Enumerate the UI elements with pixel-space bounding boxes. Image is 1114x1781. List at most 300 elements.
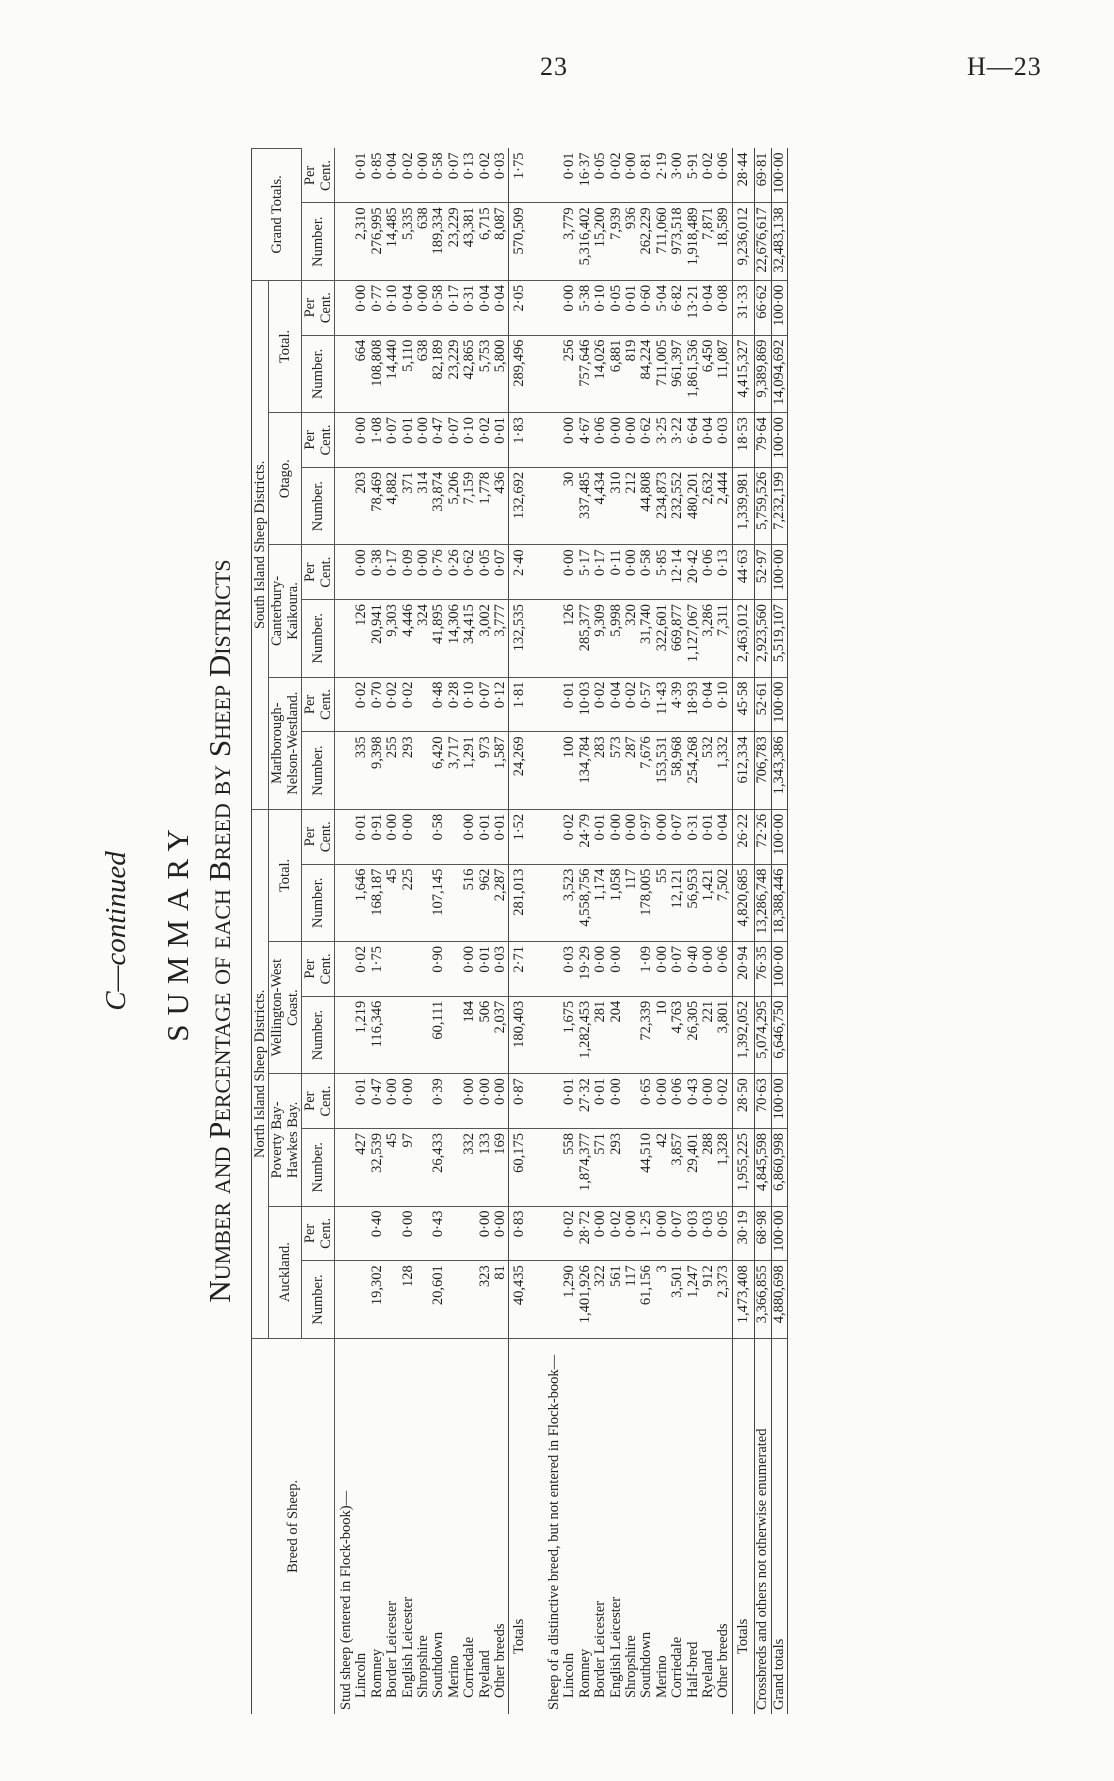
percent-column-header: Per Cent. bbox=[302, 149, 335, 203]
percent-cell: 26·22 bbox=[732, 809, 754, 864]
number-cell: 221 bbox=[701, 996, 716, 1073]
percent-cell: 0·07 bbox=[385, 413, 400, 468]
percent-cell bbox=[531, 280, 543, 335]
number-cell bbox=[401, 996, 416, 1073]
percent-cell: 0·85 bbox=[368, 152, 385, 180]
number-cell: 45 bbox=[385, 864, 400, 941]
number-cell bbox=[335, 600, 355, 677]
number-cell: 506 bbox=[478, 996, 493, 1073]
number-cell: 45 bbox=[385, 1129, 400, 1206]
percent-cell bbox=[624, 942, 639, 997]
percent-cell bbox=[354, 1206, 369, 1261]
percent-cell bbox=[335, 413, 355, 468]
number-cell: 2,310 bbox=[354, 203, 369, 280]
percent-cell: 0·06 bbox=[670, 1074, 685, 1129]
number-cell: 81 bbox=[493, 1261, 509, 1338]
number-cell: 1,058 bbox=[609, 864, 624, 941]
percent-column-header: Per Cent. bbox=[302, 809, 335, 864]
number-cell: 3,523 bbox=[562, 864, 577, 941]
number-cell: 7,232,199 bbox=[771, 467, 787, 544]
number-cell: 4,845,598 bbox=[755, 1129, 771, 1206]
number-cell: 573 bbox=[609, 732, 624, 809]
percent-cell: 0·00 bbox=[655, 1074, 670, 1129]
percent-cell: 0·01 bbox=[354, 1074, 369, 1129]
percent-cell: 0·04 bbox=[478, 280, 493, 335]
number-cell: 2,923,560 bbox=[755, 600, 771, 677]
percent-cell: 0·39 bbox=[431, 1074, 446, 1129]
number-cell: 711,005 bbox=[655, 335, 670, 412]
number-cell: 1,328 bbox=[716, 1129, 732, 1206]
percent-cell: 0·60 bbox=[639, 280, 654, 335]
number-cell bbox=[543, 335, 562, 412]
percent-cell: 2·71 bbox=[509, 942, 531, 997]
percent-cell: 0·00 bbox=[401, 1074, 416, 1129]
breed-row bbox=[416, 149, 431, 1715]
number-cell bbox=[385, 996, 400, 1073]
percent-cell: 0·03 bbox=[562, 942, 577, 997]
number-cell: 116,346 bbox=[370, 996, 385, 1073]
percent-cell: 0·00 bbox=[354, 280, 369, 335]
south-island-header: South Island Sheep Districts. bbox=[252, 280, 269, 809]
number-cell: 13,286,748 bbox=[755, 864, 771, 941]
row-label: Stud sheep (entered in Flock-book)— bbox=[335, 1338, 355, 1714]
percent-cell: 0·04 bbox=[701, 413, 716, 468]
number-cell bbox=[543, 996, 562, 1073]
percent-cell: 0·00 bbox=[701, 1074, 716, 1129]
number-cell: 561 bbox=[609, 1261, 624, 1338]
number-cell: 335 bbox=[354, 732, 369, 809]
number-cell: 31,740 bbox=[639, 600, 654, 677]
row-label: Half-bred bbox=[686, 1338, 701, 1714]
breed-row bbox=[385, 149, 400, 1715]
breed-header: Breed of Sheep. bbox=[252, 1338, 335, 1714]
percent-cell bbox=[543, 1206, 562, 1261]
percent-cell: 0·58 bbox=[431, 280, 446, 335]
percent-cell: 0·10 bbox=[462, 413, 477, 468]
number-cell: 23,229 bbox=[447, 203, 462, 280]
number-cell: 819 bbox=[624, 335, 639, 412]
number-cell: 29,401 bbox=[686, 1129, 701, 1206]
number-cell: 320 bbox=[624, 600, 639, 677]
breed-row bbox=[370, 149, 385, 1715]
table-subtitle bbox=[202, 81, 238, 1781]
percent-cell: 0·43 bbox=[686, 1074, 701, 1129]
percent-cell bbox=[531, 809, 543, 864]
breed-row bbox=[716, 149, 732, 1715]
percent-cell: 0·00 bbox=[655, 809, 670, 864]
number-cell: 9,303 bbox=[385, 600, 400, 677]
percent-cell: 0·04 bbox=[493, 280, 509, 335]
rotated-table-page bbox=[0, 81, 1114, 1781]
row-label: Southdown bbox=[639, 1338, 654, 1714]
percent-cell: 76·35 bbox=[755, 942, 771, 997]
percent-cell: 0·00 bbox=[624, 545, 639, 600]
percent-cell bbox=[462, 1206, 477, 1261]
percent-cell: 45·58 bbox=[732, 677, 754, 732]
number-cell: 638 bbox=[416, 203, 431, 280]
percent-cell: 0·04 bbox=[716, 809, 732, 864]
percent-cell: 0·03 bbox=[492, 152, 509, 180]
number-cell: 255 bbox=[385, 732, 400, 809]
number-cell bbox=[543, 1261, 562, 1338]
percent-cell: 0·10 bbox=[385, 280, 400, 335]
number-cell: 9,389,869 bbox=[755, 335, 771, 412]
breed-row bbox=[462, 149, 477, 1715]
percent-column-header: Per Cent. bbox=[302, 677, 335, 732]
percent-cell: 0·05 bbox=[609, 280, 624, 335]
number-cell: 30 bbox=[562, 467, 577, 544]
number-cell bbox=[531, 1261, 543, 1338]
percent-cell: 0·07 bbox=[447, 413, 462, 468]
percent-cell: 0·83 bbox=[509, 1206, 531, 1261]
percent-cell: 18·93 bbox=[686, 677, 701, 732]
percent-cell: 0·01 bbox=[354, 809, 369, 864]
percent-cell bbox=[531, 149, 543, 203]
percent-cell: 100·00 bbox=[771, 280, 787, 335]
percent-cell: 100·00 bbox=[771, 545, 787, 600]
number-cell: 11,087 bbox=[716, 335, 732, 412]
number-cell: 1,174 bbox=[593, 864, 608, 941]
row-label: Other breeds bbox=[493, 1338, 509, 1714]
number-cell: 108,808 bbox=[370, 335, 385, 412]
number-cell: 14,485 bbox=[385, 203, 400, 280]
percent-cell: 100·00 bbox=[771, 1206, 787, 1261]
percent-cell: 0·01 bbox=[478, 809, 493, 864]
title-continued: C—continued bbox=[100, 851, 132, 1011]
number-cell: 117 bbox=[624, 864, 639, 941]
breed-row bbox=[447, 149, 462, 1715]
percent-cell: 1·25 bbox=[639, 1206, 654, 1261]
percent-cell: 28·50 bbox=[732, 1074, 754, 1129]
number-cell: 558 bbox=[562, 1129, 577, 1206]
percent-cell bbox=[447, 1206, 462, 1261]
percent-cell: 0·01 bbox=[562, 677, 577, 732]
summary-title: SUMMARY bbox=[160, 820, 195, 1042]
number-cell: 5,800 bbox=[493, 335, 509, 412]
number-cell: 254,268 bbox=[686, 732, 701, 809]
percent-cell: 11·43 bbox=[655, 677, 670, 732]
number-cell: 9,236,012 bbox=[732, 203, 754, 280]
percent-cell: 0·00 bbox=[701, 942, 716, 997]
number-column-header: Number. bbox=[302, 1129, 335, 1206]
summary-table bbox=[251, 148, 788, 1714]
number-cell: 4,446 bbox=[401, 600, 416, 677]
percent-cell bbox=[416, 942, 431, 997]
percent-cell: 100·00 bbox=[771, 942, 787, 997]
percent-cell bbox=[543, 942, 562, 997]
number-cell bbox=[462, 1261, 477, 1338]
number-cell: 612,334 bbox=[732, 732, 754, 809]
number-cell: 571 bbox=[593, 1129, 608, 1206]
percent-cell bbox=[447, 1074, 462, 1129]
percent-cell: 0·17 bbox=[447, 280, 462, 335]
percent-cell: 0·01 bbox=[701, 809, 716, 864]
percent-cell bbox=[335, 1206, 355, 1261]
percent-cell: 0·00 bbox=[593, 1206, 608, 1261]
number-cell: 40,435 bbox=[509, 1261, 531, 1338]
percent-cell bbox=[543, 413, 562, 468]
percent-column-header: Per Cent. bbox=[302, 413, 335, 468]
number-cell: 3,857 bbox=[670, 1129, 685, 1206]
percent-cell: 0·02 bbox=[609, 1206, 624, 1261]
number-cell: 3,501 bbox=[670, 1261, 685, 1338]
number-cell: 322 bbox=[593, 1261, 608, 1338]
number-cell: 3 bbox=[655, 1261, 670, 1338]
percent-cell: 100·00 bbox=[771, 413, 787, 468]
number-cell: 314 bbox=[416, 467, 431, 544]
number-cell: 100 bbox=[562, 732, 577, 809]
number-cell: 133 bbox=[478, 1129, 493, 1206]
number-cell: 14,094,692 bbox=[771, 335, 787, 412]
number-cell: 14,440 bbox=[385, 335, 400, 412]
district-header: Total. bbox=[269, 280, 302, 412]
number-cell: 26,305 bbox=[686, 996, 701, 1073]
number-cell bbox=[335, 203, 355, 280]
percent-cell: 0·97 bbox=[639, 809, 654, 864]
number-cell: 973,518 bbox=[670, 203, 685, 280]
percent-cell: 0·00 bbox=[624, 413, 639, 468]
percent-cell: 0·00 bbox=[609, 1074, 624, 1129]
percent-cell: 0·48 bbox=[431, 677, 446, 732]
number-cell bbox=[385, 1261, 400, 1338]
percent-cell: 28·44 bbox=[732, 149, 754, 203]
number-cell: 3,779 bbox=[562, 203, 577, 280]
percent-cell: 0·00 bbox=[622, 152, 639, 180]
percent-cell: 52·61 bbox=[755, 677, 771, 732]
percent-cell: 0·62 bbox=[462, 545, 477, 600]
number-cell: 5,074,295 bbox=[755, 996, 771, 1073]
percent-cell bbox=[543, 1074, 562, 1129]
number-cell: 5,206 bbox=[447, 467, 462, 544]
number-column-header: Number. bbox=[302, 203, 335, 280]
spacer-row bbox=[531, 149, 543, 1715]
crossbreds-row bbox=[755, 149, 771, 1715]
percent-cell bbox=[543, 677, 562, 732]
number-column-header: Number. bbox=[302, 864, 335, 941]
percent-cell: 0·13 bbox=[461, 152, 478, 180]
percent-cell: 100·00 bbox=[771, 809, 787, 864]
percent-cell: 0·17 bbox=[593, 545, 608, 600]
number-cell: 1,675 bbox=[562, 996, 577, 1073]
row-label: Totals bbox=[732, 1338, 754, 1714]
number-cell: 4,415,327 bbox=[732, 335, 754, 412]
percent-cell: 0·12 bbox=[493, 677, 509, 732]
percent-cell: 5·17 bbox=[578, 545, 593, 600]
number-cell: 10 bbox=[655, 996, 670, 1073]
number-cell bbox=[335, 996, 355, 1073]
percent-cell: 0·02 bbox=[354, 677, 369, 732]
percent-cell bbox=[447, 942, 462, 997]
number-cell: 184 bbox=[462, 996, 477, 1073]
number-cell: 9,398 bbox=[370, 732, 385, 809]
percent-cell: 19·29 bbox=[578, 942, 593, 997]
percent-cell: 0·00 bbox=[462, 1074, 477, 1129]
percent-cell: 66·62 bbox=[755, 280, 771, 335]
percent-cell: 30·19 bbox=[732, 1206, 754, 1261]
percent-cell: 0·07 bbox=[670, 942, 685, 997]
row-label: Crossbreds and others not otherwise enumerated bbox=[755, 1338, 771, 1714]
percent-cell: 0·62 bbox=[639, 413, 654, 468]
percent-cell: 68·98 bbox=[755, 1206, 771, 1261]
percent-cell: 1·52 bbox=[509, 809, 531, 864]
percent-cell: 0·10 bbox=[716, 677, 732, 732]
number-cell: 41,895 bbox=[431, 600, 446, 677]
row-label: Romney bbox=[370, 1338, 385, 1714]
percent-cell: 0·02 bbox=[607, 152, 624, 180]
number-cell: 1,282,453 bbox=[578, 996, 593, 1073]
percent-cell: 1·81 bbox=[509, 677, 531, 732]
number-cell: 1,339,981 bbox=[732, 467, 754, 544]
number-cell: 288 bbox=[701, 1129, 716, 1206]
number-cell: 225 bbox=[401, 864, 416, 941]
percent-column-header: Per Cent. bbox=[302, 280, 335, 335]
row-label: Romney bbox=[578, 1338, 593, 1714]
percent-cell: 0·90 bbox=[431, 942, 446, 997]
number-cell: 1,401,926 bbox=[578, 1261, 593, 1338]
percent-cell: 0·26 bbox=[447, 545, 462, 600]
percent-cell: 100·00 bbox=[771, 677, 787, 732]
number-cell bbox=[624, 1129, 639, 1206]
percent-cell: 0·40 bbox=[370, 1206, 385, 1261]
percent-cell: 0·57 bbox=[639, 677, 654, 732]
percent-cell: 0·81 bbox=[638, 152, 655, 180]
number-cell: 332 bbox=[462, 1129, 477, 1206]
number-cell: 1,646 bbox=[354, 864, 369, 941]
number-cell: 126 bbox=[354, 600, 369, 677]
row-label: Shropshire bbox=[624, 1338, 639, 1714]
number-cell: 61,156 bbox=[639, 1261, 654, 1338]
percent-cell: 0·58 bbox=[639, 545, 654, 600]
percent-cell: 0·00 bbox=[385, 809, 400, 864]
percent-cell: 0·01 bbox=[493, 413, 509, 468]
percent-cell: 0·03 bbox=[686, 1206, 701, 1261]
subtitle-text: Number and Percentage of each Breed by Sheep Districts bbox=[202, 559, 237, 1303]
percent-cell: 1·09 bbox=[639, 942, 654, 997]
number-cell: 436 bbox=[493, 467, 509, 544]
breed-row bbox=[639, 149, 654, 1715]
percent-cell: 0·04 bbox=[384, 152, 401, 180]
percent-cell bbox=[335, 1074, 355, 1129]
number-cell: 232,552 bbox=[670, 467, 685, 544]
number-cell: 281,013 bbox=[509, 864, 531, 941]
number-cell: 283 bbox=[593, 732, 608, 809]
number-cell: 19,302 bbox=[370, 1261, 385, 1338]
percent-cell: 0·00 bbox=[562, 413, 577, 468]
number-cell: 14,306 bbox=[447, 600, 462, 677]
number-cell: 12,121 bbox=[670, 864, 685, 941]
number-cell: 2,444 bbox=[716, 467, 732, 544]
row-label: Shropshire bbox=[416, 1338, 431, 1714]
number-cell: 706,783 bbox=[755, 732, 771, 809]
percent-cell: 0·00 bbox=[401, 1206, 416, 1261]
percent-cell: 0·91 bbox=[370, 809, 385, 864]
percent-cell: 0·07 bbox=[445, 152, 462, 180]
number-cell: 1,127,067 bbox=[686, 600, 701, 677]
number-cell: 22,676,617 bbox=[755, 203, 771, 280]
number-cell: 4,882 bbox=[385, 467, 400, 544]
number-cell: 1,421 bbox=[701, 864, 716, 941]
percent-cell: 1·08 bbox=[370, 413, 385, 468]
percent-cell: 0·07 bbox=[670, 1206, 685, 1261]
percent-cell: 0·00 bbox=[416, 545, 431, 600]
breed-row bbox=[670, 149, 685, 1715]
percent-cell bbox=[335, 149, 355, 203]
percent-cell: 0·00 bbox=[478, 1074, 493, 1129]
percent-cell: 6·82 bbox=[670, 280, 685, 335]
percent-column-header: Per Cent. bbox=[302, 1074, 335, 1129]
percent-cell: 0·07 bbox=[478, 677, 493, 732]
percent-cell bbox=[335, 545, 355, 600]
percent-cell: 20·42 bbox=[686, 545, 701, 600]
number-cell bbox=[416, 1129, 431, 1206]
percent-cell: 20·94 bbox=[732, 942, 754, 997]
number-cell: 757,646 bbox=[578, 335, 593, 412]
percent-cell bbox=[335, 942, 355, 997]
percent-cell: 0·40 bbox=[686, 942, 701, 997]
number-cell: 132,692 bbox=[509, 467, 531, 544]
percent-cell bbox=[385, 942, 400, 997]
row-label bbox=[531, 1338, 543, 1714]
number-cell: 323 bbox=[478, 1261, 493, 1338]
percent-cell bbox=[401, 942, 416, 997]
number-cell bbox=[531, 335, 543, 412]
percent-cell: 3·25 bbox=[655, 413, 670, 468]
number-cell: 3,801 bbox=[716, 996, 732, 1073]
number-cell bbox=[447, 1129, 462, 1206]
percent-cell: 0·70 bbox=[370, 677, 385, 732]
number-cell bbox=[447, 996, 462, 1073]
percent-cell: 18·53 bbox=[732, 413, 754, 468]
percent-cell bbox=[624, 1074, 639, 1129]
percent-cell: 0·00 bbox=[655, 942, 670, 997]
percent-cell: 0·00 bbox=[624, 809, 639, 864]
number-cell: 532 bbox=[701, 732, 716, 809]
number-cell: 4,763 bbox=[670, 996, 685, 1073]
percent-cell bbox=[531, 1074, 543, 1129]
number-cell: 912 bbox=[701, 1261, 716, 1338]
number-cell: 24,269 bbox=[509, 732, 531, 809]
percent-cell bbox=[531, 413, 543, 468]
number-cell: 4,434 bbox=[593, 467, 608, 544]
number-cell: 43,381 bbox=[462, 203, 477, 280]
percent-cell: 69·81 bbox=[755, 149, 771, 203]
percent-cell: 0·58 bbox=[431, 809, 446, 864]
number-cell: 324 bbox=[416, 600, 431, 677]
number-cell bbox=[543, 732, 562, 809]
number-cell bbox=[447, 1261, 462, 1338]
section-heading-row bbox=[543, 149, 562, 1715]
number-cell: 180,403 bbox=[509, 996, 531, 1073]
district-header: Marlborough-Nelson-Westland. bbox=[269, 677, 302, 809]
percent-cell: 0·02 bbox=[385, 677, 400, 732]
breed-row bbox=[431, 149, 446, 1715]
percent-cell: 0·09 bbox=[401, 545, 416, 600]
percent-cell: 0·07 bbox=[493, 545, 509, 600]
number-cell: 287 bbox=[624, 732, 639, 809]
percent-cell: 0·03 bbox=[716, 413, 732, 468]
grand-totals-header: Grand Totals. bbox=[252, 149, 302, 281]
percent-cell: 27·32 bbox=[578, 1074, 593, 1129]
percent-cell: 2·19 bbox=[653, 152, 670, 180]
number-cell: 7,939 bbox=[609, 203, 624, 280]
percent-cell: 0·65 bbox=[639, 1074, 654, 1129]
percent-cell bbox=[531, 677, 543, 732]
number-cell: 1,918,489 bbox=[686, 203, 701, 280]
number-cell: 1,587 bbox=[493, 732, 509, 809]
breed-row bbox=[562, 149, 577, 1715]
percent-cell: 0·04 bbox=[701, 677, 716, 732]
number-cell: 18,388,446 bbox=[771, 864, 787, 941]
